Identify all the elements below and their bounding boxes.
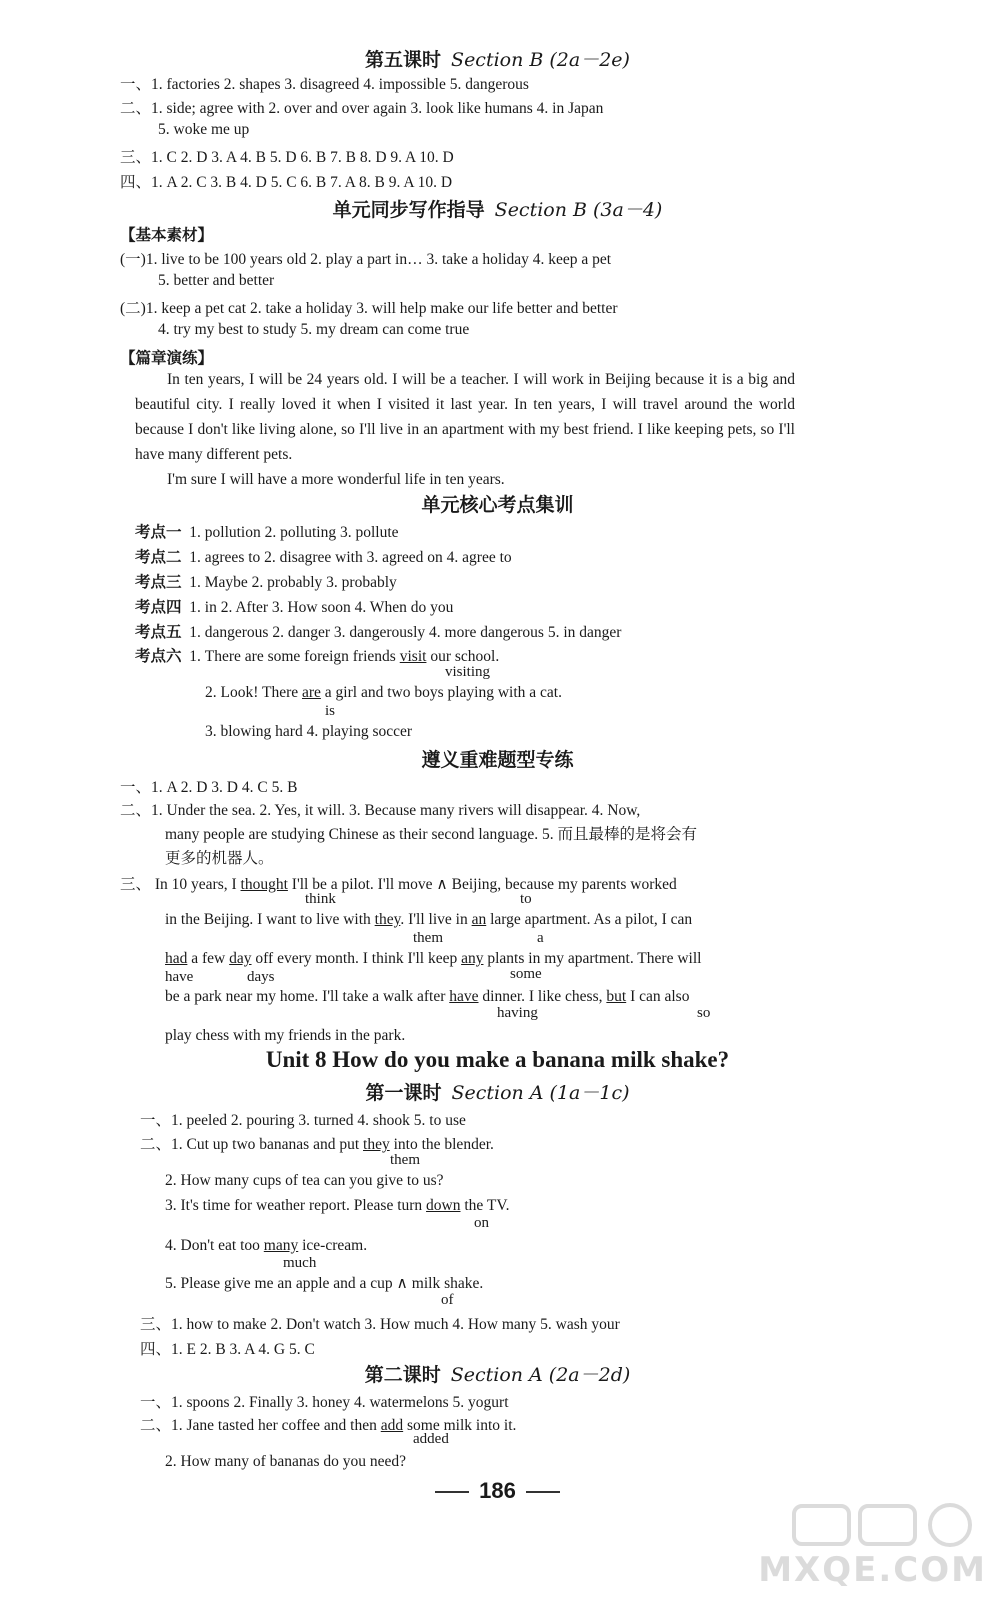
error-word: day bbox=[229, 950, 252, 967]
answer-line: 四、1. A 2. C 3. B 4. D 5. C 6. B 7. A 8. B 9. A 10. D bbox=[120, 174, 453, 191]
correction-row: 4. Don't eat too many ice-cream. bbox=[165, 1237, 368, 1254]
core-point-row: 3. blowing hard 4. playing soccer bbox=[205, 723, 413, 740]
core-point-row: 考点六 1. There are some foreign friends visit our school. bbox=[135, 648, 500, 665]
correction-row: 2. How many cups of tea can you give to us? bbox=[165, 1172, 444, 1189]
correction: to bbox=[520, 891, 532, 907]
answer-line: play chess with my friends in the park. bbox=[165, 1027, 406, 1044]
answer-line: (二)1. keep a pet cat 2. take a holiday 3. will help make our life better and better bbox=[120, 300, 618, 317]
heading-lesson5: 第五课时 Section B (2a－2e) bbox=[365, 49, 630, 71]
watermark-text: MXQE.COM bbox=[758, 1550, 987, 1590]
correction: a bbox=[537, 930, 544, 946]
core-point-row: 考点二 1. agrees to 2. disagree with 3. agreed on 4. agree to bbox=[135, 549, 512, 566]
answer-line: (一)1. live to be 100 years old 2. play a part in… 3. take a holiday 4. keep a pet bbox=[120, 251, 612, 268]
correction: them bbox=[413, 930, 443, 946]
correction: some bbox=[510, 966, 542, 982]
watermark-logo-icon bbox=[782, 1500, 987, 1550]
tag-basic-material: 【基本素材】 bbox=[120, 227, 214, 244]
answer-line: 一、1. peeled 2. pouring 3. turned 4. shook 5. to use bbox=[140, 1112, 466, 1129]
watermark bbox=[758, 1500, 987, 1590]
core-point-row: 考点五 1. dangerous 2. danger 3. dangerously 4. more dangerous 5. in danger bbox=[135, 624, 622, 641]
error-word: visit bbox=[399, 648, 427, 665]
correction-row: 5. Please give me an apple and a cup ∧ milk shake. bbox=[165, 1275, 484, 1292]
correction: of bbox=[441, 1292, 454, 1308]
answer-line: 二、1. Under the sea. 2. Yes, it will. 3. Because many rivers will disappear. 4. Now, bbox=[120, 802, 641, 819]
error-word: are bbox=[302, 684, 321, 701]
error-word: they bbox=[363, 1136, 390, 1153]
heading-core-points: 单元核心考点集训 bbox=[421, 494, 574, 516]
correction-row: 三、 In 10 years, I thought I'll be a pilot. I'll move ∧ Beijing, because my parents worked bbox=[120, 876, 677, 893]
dash-right bbox=[526, 1491, 560, 1493]
page-number: 186 bbox=[0, 1478, 995, 1504]
heading-lesson1: 第一课时 Section A (1a－1c) bbox=[365, 1082, 630, 1104]
answer-line: 一、1. factories 2. shapes 3. disagreed 4. impossible 5. dangerous bbox=[120, 76, 529, 93]
correction-row: be a park near my home. I'll take a walk after have dinner. I like chess, but I can also bbox=[165, 988, 690, 1005]
core-point-row: 2. Look! There are a girl and two boys playing with a cat. bbox=[205, 684, 562, 701]
correction: think bbox=[305, 891, 336, 907]
error-word: down bbox=[426, 1197, 461, 1214]
answer-line: 三、1. how to make 2. Don't watch 3. How much 4. How many 5. wash your bbox=[140, 1316, 620, 1333]
answer-line: 二、1. side; agree with 2. over and over again 3. look like humans 4. in Japan bbox=[120, 100, 604, 117]
essay: In ten years, I will be 24 years old. I will be a teacher. I will work in Beijing because it is a big and beautiful city. I really loved it when I visited it last year. In ten years, I will travel around the world because I don't like living alone, so I'll live in an apartment with my best friend. I like keeping pets, so I'll have many different pets. I'm sure I will have a more wonderful life in ten years. bbox=[135, 371, 795, 488]
correction: having bbox=[497, 1005, 538, 1021]
correction: so bbox=[697, 1005, 711, 1021]
correction-row: 二、1. Cut up two bananas and put they into the blender. bbox=[140, 1136, 494, 1153]
error-word: but bbox=[606, 988, 627, 1005]
error-word: they bbox=[374, 911, 401, 928]
core-point-row: 考点四 1. in 2. After 3. How soon 4. When do you bbox=[135, 599, 454, 616]
heading-lesson2: 第二课时 Section A (2a－2d) bbox=[364, 1364, 631, 1386]
answer-line: many people are studying Chinese as their second language. 5. 而且最棒的是将会有 bbox=[165, 826, 698, 843]
error-word: have bbox=[449, 988, 479, 1005]
answer-line: 三、1. C 2. D 3. A 4. B 5. D 6. B 7. B 8. D 9. A 10. D bbox=[120, 149, 454, 166]
correction: them bbox=[390, 1152, 420, 1168]
answer-line: 4. try my best to study 5. my dream can come true bbox=[158, 321, 470, 338]
error-word: add bbox=[380, 1417, 404, 1434]
error-word: thought bbox=[240, 876, 288, 893]
correction-row: in the Beijing. I want to live with they. I'll live in an large apartment. As a pilot, I can bbox=[165, 911, 693, 928]
correction: is bbox=[325, 703, 336, 719]
correction: on bbox=[474, 1215, 489, 1231]
answer-line: 一、1. A 2. D 3. D 4. C 5. B bbox=[120, 779, 298, 796]
heading-writing-guide: 单元同步写作指导 Section B (3a－4) bbox=[332, 199, 663, 221]
correction: much bbox=[283, 1255, 317, 1271]
answer-line: 一、1. spoons 2. Finally 3. honey 4. watermelons 5. yogurt bbox=[140, 1394, 509, 1411]
dash-left bbox=[435, 1491, 469, 1493]
heading-zunyi: 遵义重难题型专练 bbox=[421, 749, 574, 771]
core-point-row: 考点三 1. Maybe 2. probably 3. probably bbox=[135, 574, 397, 591]
error-word: many bbox=[263, 1237, 299, 1254]
correction: visiting bbox=[445, 664, 491, 680]
unit-title: Unit 8 How do you make a banana milk shake? bbox=[265, 1047, 730, 1072]
correction-row: had a few day off every month. I think I'll keep any plants in my apartment. There will bbox=[165, 950, 702, 967]
tag-passage-practice: 【篇章演练】 bbox=[120, 350, 214, 367]
correction: days bbox=[247, 969, 275, 985]
correction-row: 二、1. Jane tasted her coffee and then add some milk into it. bbox=[140, 1417, 517, 1434]
correction: have bbox=[165, 969, 194, 985]
answer-line: 更多的机器人。 bbox=[165, 850, 274, 867]
error-word: had bbox=[165, 950, 188, 967]
correction-row: 3. It's time for weather report. Please turn down the TV. bbox=[165, 1197, 510, 1214]
answer-line: 四、1. E 2. B 3. A 4. G 5. C bbox=[140, 1341, 315, 1358]
error-word: an bbox=[471, 911, 487, 928]
core-point-row: 考点一 1. pollution 2. polluting 3. pollute bbox=[135, 524, 399, 541]
correction-row: 2. How many of bananas do you need? bbox=[165, 1453, 407, 1470]
correction: added bbox=[413, 1431, 449, 1447]
answer-line: 5. better and better bbox=[158, 272, 275, 289]
answer-line: 5. woke me up bbox=[158, 121, 250, 138]
error-word: any bbox=[461, 950, 484, 967]
